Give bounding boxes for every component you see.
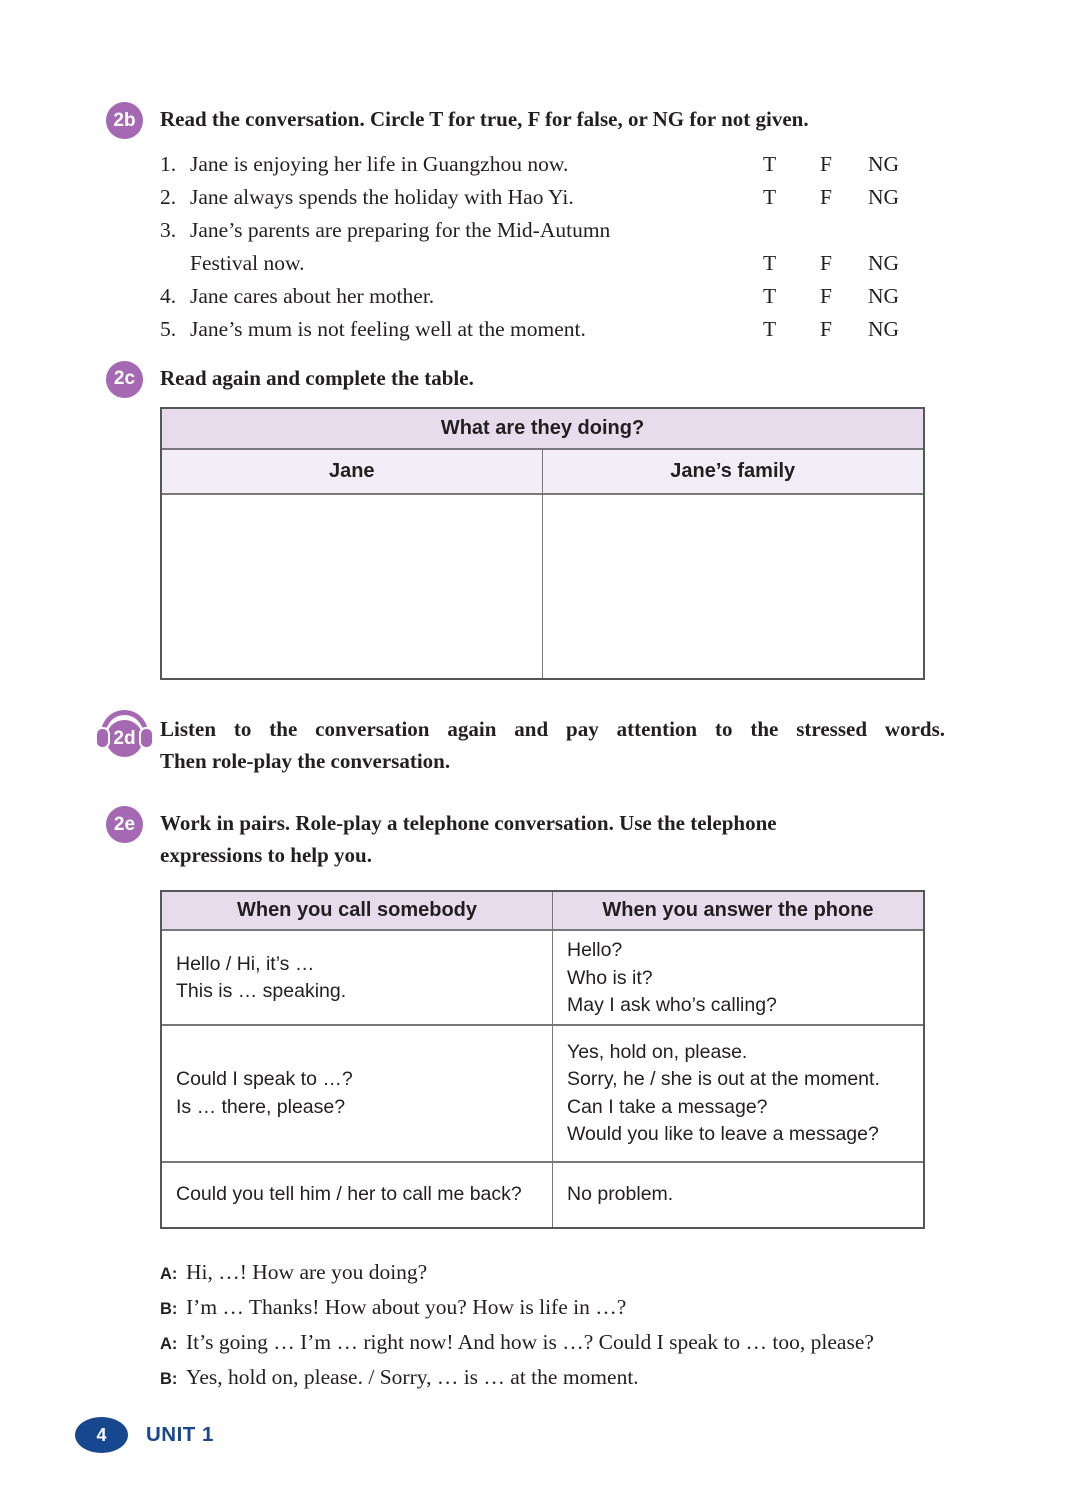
statement-text: Jane’s parents are preparing for the Mid-Autumn xyxy=(190,217,611,242)
item-number: 2. xyxy=(160,184,177,209)
expression-line: Who is it? xyxy=(567,966,653,989)
section-2c-content xyxy=(160,360,945,681)
expression-line: Yes, hold on, please. xyxy=(567,1040,748,1063)
speaker-label: A: xyxy=(160,1265,178,1283)
headphone-earcup-left-icon xyxy=(97,729,108,747)
instruction-2e xyxy=(160,805,945,871)
option-not-given: NG xyxy=(868,283,900,308)
statement-text: Jane cares about her mother. xyxy=(190,283,435,308)
item-number: 5. xyxy=(160,316,177,341)
statement-item-2 xyxy=(160,181,925,214)
phone-table-row-3 xyxy=(162,1161,923,1227)
statement-line-2: Festival now. xyxy=(190,250,305,275)
section-2e-content xyxy=(160,805,945,1396)
option-true: T xyxy=(763,184,777,209)
statement-text: Jane is enjoying her life in Guangzhou now. xyxy=(190,151,569,176)
table-body-row xyxy=(162,495,923,678)
activity-badge-2e: 2e xyxy=(106,806,143,843)
item-number: 4. xyxy=(160,283,177,308)
dialogue-line-4 xyxy=(160,1361,945,1396)
unit-label: UNIT 1 xyxy=(146,1423,214,1446)
listening-badge-wrap xyxy=(106,720,143,757)
activity-badge-2c: 2c xyxy=(106,361,143,398)
header-when-you-answer: When you answer the phone xyxy=(602,899,874,921)
option-not-given: NG xyxy=(868,151,900,176)
dialogue-line-1 xyxy=(160,1256,945,1291)
expression-line: Is … there, please? xyxy=(176,1095,346,1118)
page-footer xyxy=(75,1417,214,1453)
completion-table xyxy=(160,407,925,680)
statement-line xyxy=(160,313,763,346)
answer-cell-janes-family xyxy=(543,495,924,678)
statement-text-wrap xyxy=(160,148,763,181)
instruction-2c-line: Read again and complete the table. xyxy=(160,365,474,390)
column-header-janes-family: Jane’s family xyxy=(670,460,796,482)
badge-column-2c xyxy=(106,360,160,398)
statement-line xyxy=(160,181,763,214)
expression-line: Could you tell him / her to call me back? xyxy=(176,1183,522,1206)
speaker-label: B: xyxy=(160,1300,178,1318)
statement-text-wrap xyxy=(160,280,763,313)
statement-text-wrap xyxy=(160,214,763,280)
instruction-2d-line-1: Listen to the conversation again and pay attention to the stressed words. xyxy=(160,717,945,741)
option-not-given: NG xyxy=(868,250,900,275)
option-not-given: NG xyxy=(868,316,900,341)
speaker-label: A: xyxy=(160,1335,178,1353)
phone-expressions-table xyxy=(160,890,925,1229)
dialogue-line-2 xyxy=(160,1291,945,1326)
expression-cell-answer-1 xyxy=(553,931,923,1026)
expression-line: Sorry, he / she is out at the moment. xyxy=(567,1068,880,1090)
instruction-2d xyxy=(160,711,945,777)
phone-table-row-1 xyxy=(162,929,923,1024)
expression-cell-call-2 xyxy=(162,1026,553,1161)
section-2d-content xyxy=(160,711,945,777)
instruction-2b-line: Read the conversation. Circle T for true, F for false, or NG for not given. xyxy=(160,107,809,131)
badge-column-2e xyxy=(106,805,160,843)
instruction-2e-line-2: expressions to help you. xyxy=(160,842,372,867)
expression-cell-answer-2 xyxy=(553,1026,923,1161)
statement-text: Jane’s mum is not feeling well at the moment. xyxy=(190,316,586,341)
section-2e xyxy=(106,805,945,1396)
expression-cell-call-3 xyxy=(162,1163,553,1227)
statement-item-1 xyxy=(160,148,925,181)
activity-badge-2d: 2d xyxy=(106,720,143,757)
section-2b-content xyxy=(160,101,945,346)
statement-text-wrap xyxy=(160,313,763,346)
statement-line xyxy=(160,280,763,313)
option-true: T xyxy=(763,250,777,275)
instruction-2c xyxy=(160,360,945,395)
activity-badge-2b: 2b xyxy=(106,102,143,139)
expression-line: No problem. xyxy=(567,1183,674,1206)
expression-line: Hello / Hi, it’s … xyxy=(176,952,315,975)
dialogue-text: Hi, …! How are you doing? xyxy=(186,1260,428,1284)
item-number: 3. xyxy=(160,217,177,242)
dialogue-text: Yes, hold on, please. / Sorry, … is … at the moment. xyxy=(186,1365,639,1389)
statement-text: Jane always spends the holiday with Hao Yi. xyxy=(190,184,574,209)
option-false: F xyxy=(820,316,832,341)
badge-column-2b xyxy=(106,101,160,139)
expression-cell-call-1 xyxy=(162,931,553,1026)
model-dialogue xyxy=(160,1256,945,1396)
phone-table-row-2 xyxy=(162,1024,923,1161)
phone-table-header-row xyxy=(162,892,923,929)
dialogue-line-3 xyxy=(160,1326,945,1361)
badge-column-2d xyxy=(106,711,160,757)
option-false: F xyxy=(820,184,832,209)
instruction-2b xyxy=(160,101,945,136)
dialogue-text: It’s going … I’m … right now! And how is …? Could I speak to … too, please? xyxy=(186,1330,874,1354)
item-number: 1. xyxy=(160,151,177,176)
answer-cell-jane xyxy=(162,495,543,678)
statement-text-wrap xyxy=(160,181,763,214)
dialogue-text: I’m … Thanks! How about you? How is life in …? xyxy=(186,1295,627,1319)
page-number-badge: 4 xyxy=(75,1417,128,1453)
speaker-label: B: xyxy=(160,1370,178,1388)
section-2b xyxy=(106,101,945,346)
expression-cell-answer-3 xyxy=(553,1163,923,1227)
table-title: What are they doing? xyxy=(162,409,923,450)
section-2c xyxy=(106,360,945,681)
headphone-earcup-right-icon xyxy=(141,729,152,747)
statement-item-3 xyxy=(160,214,925,280)
option-true: T xyxy=(763,151,777,176)
expression-line: Would you like to leave a message? xyxy=(567,1123,879,1145)
option-true: T xyxy=(763,283,777,308)
option-not-given: NG xyxy=(868,184,900,209)
instruction-2e-line-1: Work in pairs. Role-play a telephone conversation. Use the telephone xyxy=(160,811,777,835)
statement-list xyxy=(160,148,925,346)
expression-line: This is … speaking. xyxy=(176,980,347,1003)
statement-line xyxy=(160,214,763,247)
expression-line: Can I take a message? xyxy=(567,1095,768,1118)
expression-line: May I ask who’s calling? xyxy=(567,994,777,1016)
statement-item-5 xyxy=(160,313,925,346)
option-false: F xyxy=(820,283,832,308)
option-false: F xyxy=(820,151,832,176)
section-2d xyxy=(106,711,945,777)
option-true: T xyxy=(763,316,777,341)
expression-line: Could I speak to …? xyxy=(176,1068,353,1090)
table-subheader-row xyxy=(162,450,923,495)
instruction-2d-line-2: Then role-play the conversation. xyxy=(160,748,451,773)
option-false: F xyxy=(820,250,832,275)
header-when-you-call: When you call somebody xyxy=(162,892,553,929)
expression-line: Hello? xyxy=(567,939,623,961)
statement-item-4 xyxy=(160,280,925,313)
column-header-jane: Jane xyxy=(162,450,543,493)
statement-line xyxy=(160,148,763,181)
